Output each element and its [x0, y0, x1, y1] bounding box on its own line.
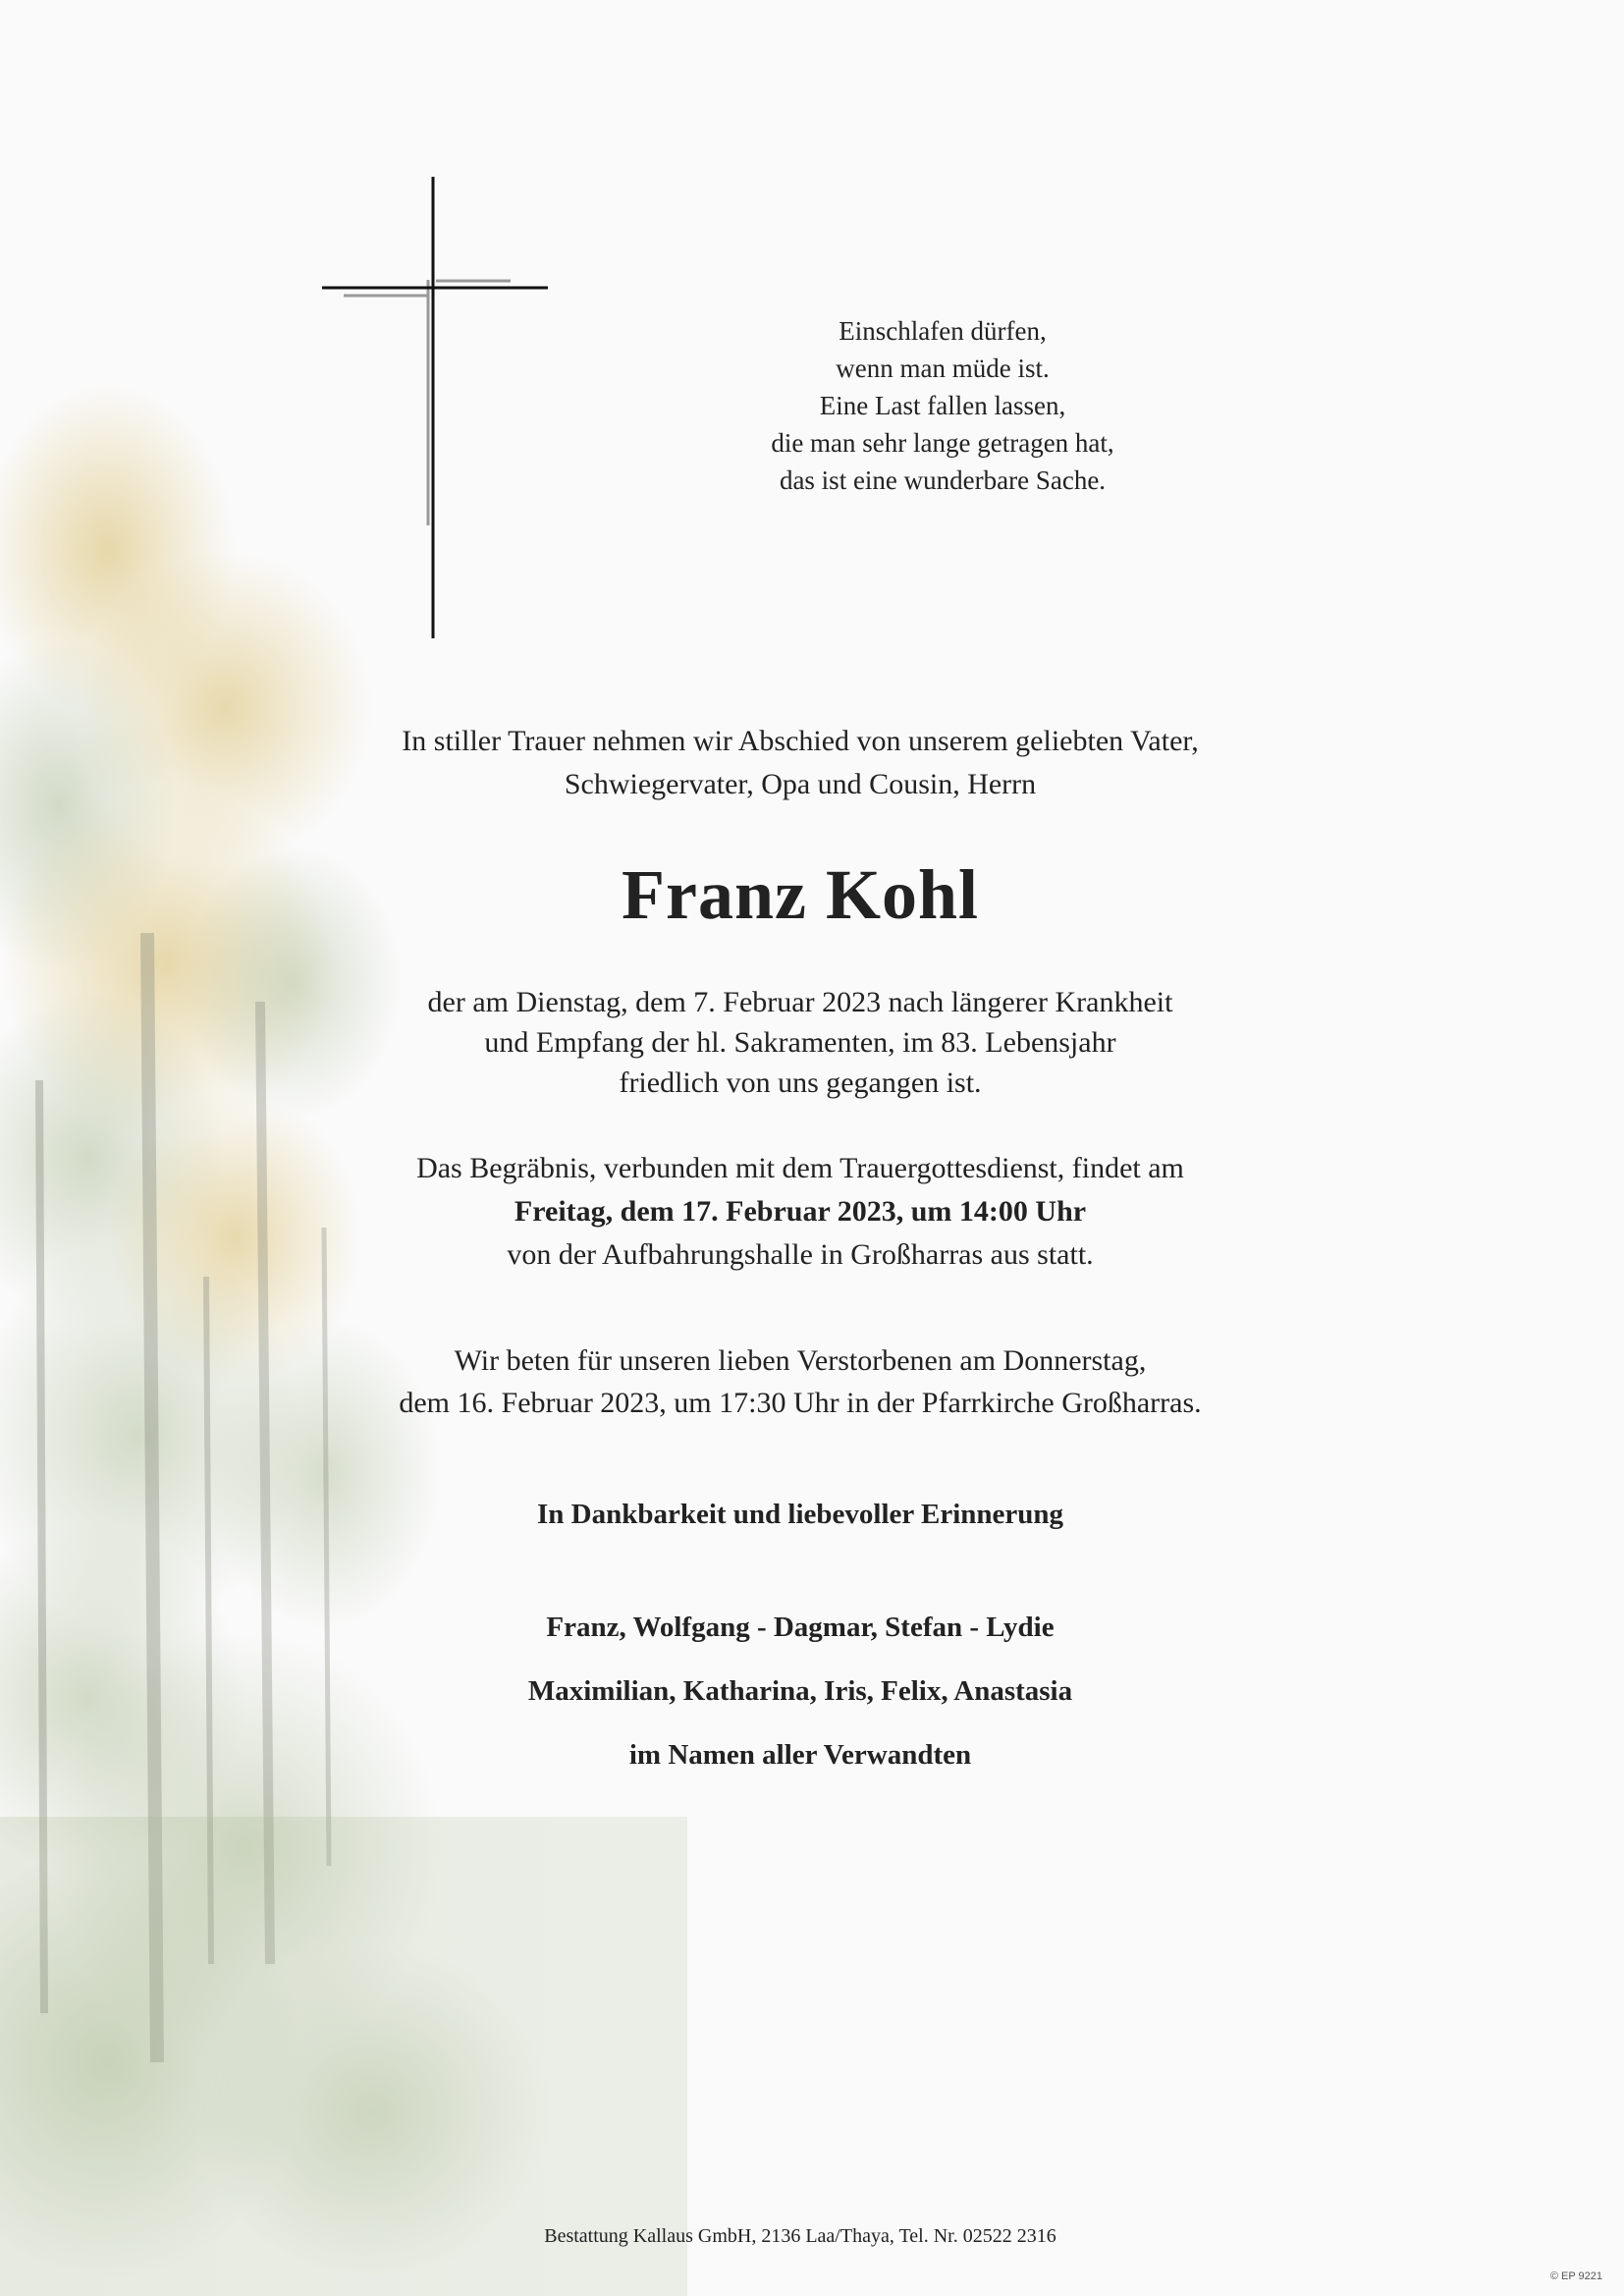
funeral-info [88, 1147, 1512, 1277]
funeral-date: Freitag, dem 17. Februar 2023, um 14:00 Uhr [514, 1195, 1087, 1228]
death-line: und Empfang der hl. Sakramenten, im 83. Lebensjahr [484, 1026, 1116, 1059]
gratitude-heading: In Dankbarkeit und liebevoller Erinnerung [536, 1499, 1064, 1530]
family-line: Maximilian, Katharina, Iris, Felix, Anastasia [527, 1675, 1073, 1707]
print-code: © EP 9221 [1549, 2270, 1602, 2282]
prayer-line: Wir beten für unseren lieben Verstorbenen am Donnerstag, [454, 1344, 1147, 1377]
prayer-info [88, 1339, 1512, 1424]
poem-line: Eine Last fallen lassen, [819, 391, 1066, 420]
deceased-name: Franz Kohl [622, 855, 979, 934]
death-notice [88, 982, 1512, 1103]
funeral-line: von der Aufbahrungshalle in Großharras aus statt. [507, 1238, 1094, 1271]
poem-line: wenn man müde ist. [836, 354, 1050, 383]
funeral-line: Das Begräbnis, verbunden mit dem Trauergottesdienst, findet am [416, 1152, 1184, 1184]
poem-line: Einschlafen dürfen, [839, 316, 1047, 346]
intro-text [88, 720, 1512, 806]
death-line: friedlich von uns gegangen ist. [619, 1066, 982, 1099]
intro-line: Schwiegervater, Opa und Cousin, Herrn [564, 768, 1037, 800]
family-names [88, 1596, 1512, 1787]
poem-line: die man sehr lange getragen hat, [771, 428, 1114, 458]
prayer-line: dem 16. Februar 2023, um 17:30 Uhr in der Pfarrkirche Großharras. [399, 1387, 1202, 1419]
intro-line: In stiller Trauer nehmen wir Abschied von unserem geliebten Vater, [402, 725, 1199, 757]
family-line: im Namen aller Verwandten [628, 1739, 972, 1771]
death-line: der am Dienstag, dem 7. Februar 2023 nach längerer Krankheit [427, 986, 1173, 1018]
poem-line: das ist eine wunderbare Sache. [779, 465, 1107, 495]
funeral-home-footer: Bestattung Kallaus GmbH, 2136 Laa/Thaya, Tel. Nr. 02522 2316 [544, 2225, 1056, 2247]
poem [471, 312, 1414, 499]
family-line: Franz, Wolfgang - Dagmar, Stefan - Lydie [546, 1612, 1055, 1643]
